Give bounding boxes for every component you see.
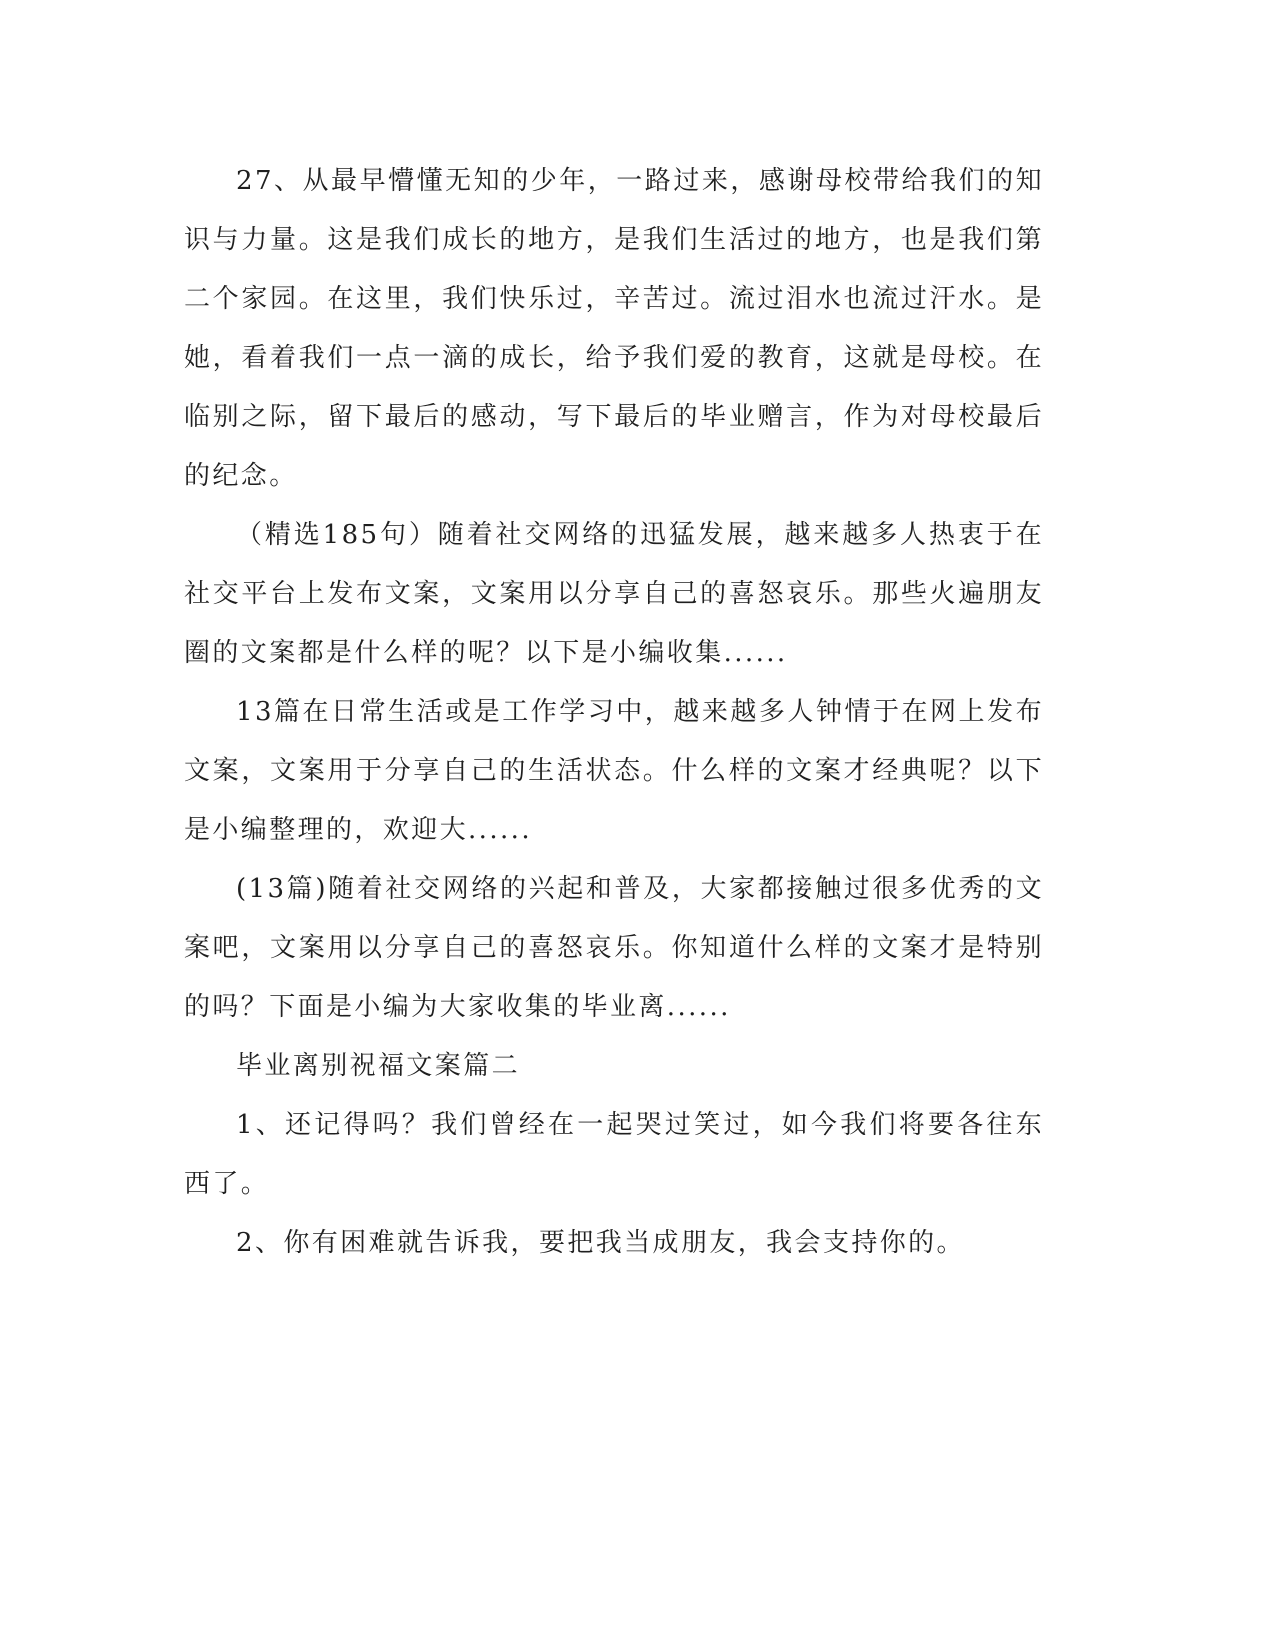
- paragraph-13-articles: 13篇在日常生活或是工作学习中，越来越多人钟情于在网上发布文案，文案用于分享自己的生活状态。什么样的文案才经典呢？以下是小编整理的，欢迎大......: [184, 697, 1044, 845]
- section-heading: 毕业离别祝福文案篇二: [236, 1051, 521, 1081]
- document-body: [184, 152, 1044, 1273]
- list-item-1: 1、还记得吗？我们曾经在一起哭过笑过，如今我们将要各往东西了。: [184, 1110, 1044, 1199]
- list-item-2: 2、你有困难就告诉我，要把我当成朋友，我会支持你的。: [236, 1228, 965, 1258]
- paragraph-13-articles-parenthesized: (13篇)随着社交网络的兴起和普及，大家都接触过很多优秀的文案吧，文案用以分享自己的喜怒哀乐。你知道什么样的文案才是特别的吗？下面是小编为大家收集的毕业离......: [184, 874, 1044, 1022]
- paragraph-27-alma-mater: 27、从最早懵懂无知的少年，一路过来，感谢母校带给我们的知识与力量。这是我们成长的地方，是我们生活过的地方，也是我们第二个家园。在这里，我们快乐过，辛苦过。流过泪水也流过汗水。是她，看着我们一点一滴的成长，给予我们爱的教育，这就是母校。在临别之际，留下最后的感动，写下最后的毕业赠言，作为对母校最后的纪念。: [184, 166, 1044, 491]
- paragraph-selected-185: （精选185句）随着社交网络的迅猛发展，越来越多人热衷于在社交平台上发布文案，文案用以分享自己的喜怒哀乐。那些火遍朋友圈的文案都是什么样的呢？以下是小编收集......: [184, 520, 1044, 668]
